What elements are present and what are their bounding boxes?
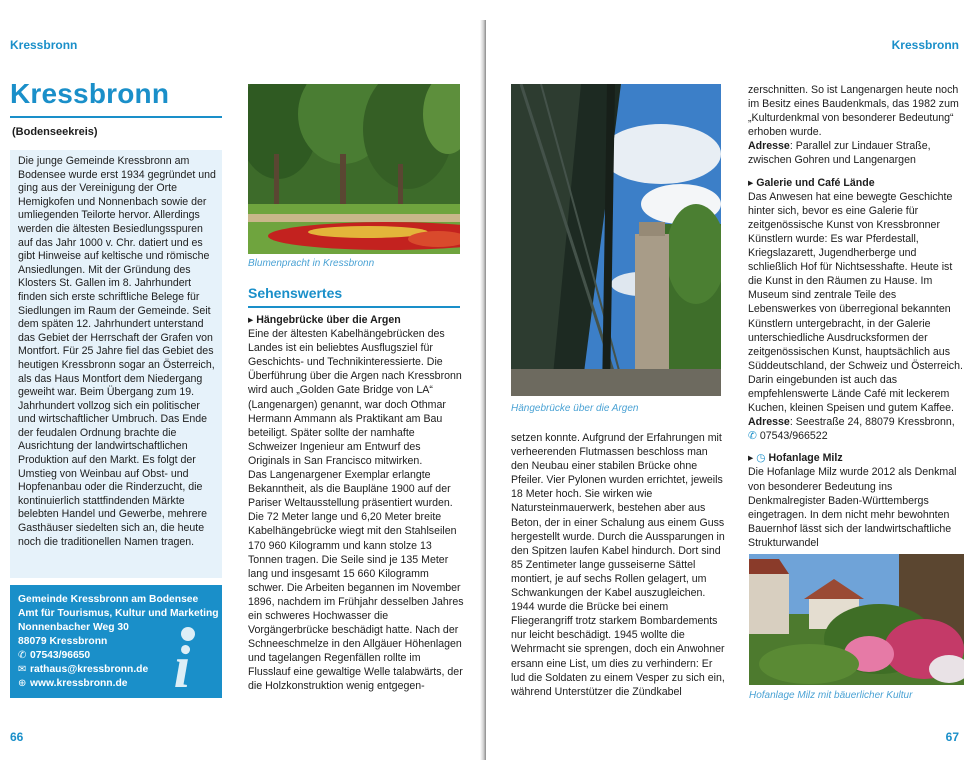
- running-head-right: Kressbronn: [891, 38, 959, 52]
- page-number-right: 67: [945, 730, 959, 744]
- galerie-text: Das Anwesen hat eine bewegte Geschichte hinter sich, bevor es eine Galerie für zeitgenössische Kunst von Kressbronner Künstlern wurde: Es war Pferdestall, Kriegslazarett, Jugendherberge und schließlich Hof für Nichtsesshafte. Heute ist die Kunst in den Räumen zu Hause. Im Museum sind zentrale Teile des Lebenswerkes von überregional bekannten Künstlern untergebracht, in der Galerie unterschiedliche Ausdrucksformen der zeitgenössischen Kunst, hauptsächlich aus Süddeutschland, der Schweiz und Österreich. Darin eingebunden ist auch das empfehlenswerte Lände Café mit leckerem Kuchen, kleinen Speisen und gutem Kaffee.: [748, 190, 963, 415]
- page-number-left: 66: [10, 730, 24, 744]
- arrow-icon: ▸: [748, 176, 757, 189]
- phone-icon: ✆: [18, 650, 27, 661]
- milz-text: Die Hofanlage Milz wurde 2012 als Denkmal von besonderer Bedeutung ins Denkmalregister Baden-Württembergs eingetragen. In dem nicht mehr bewohnten Bauernhof lässt sich der landwirtschaftliche Strukturwandel: [748, 466, 957, 549]
- info-icon: [160, 625, 204, 689]
- hofanlage-photo: [749, 554, 964, 685]
- info-web-text: www.kressbronn.de: [30, 678, 128, 689]
- milz-title: Hofanlage Milz: [768, 452, 843, 465]
- info-line-2: Amt für Tourismus, Kultur und Marketing: [18, 608, 219, 619]
- address-label-1: Adresse: [748, 140, 790, 153]
- galerie-phone-text: 07543/966522: [759, 430, 828, 443]
- bridge-text-continued: setzen konnte. Aufgrund der Erfahrungen mit verheerenden Flutmassen beschloss man den Neubau einer stabilen Brücke ohne Pfeiler. Vier Pylonen wurden errichtet, jeweils 18 Meter hoch. Sie wirken wie Natursteinmauerwerk, bestehen aber aus Beton, der in einer Schalung aus einem Guss hergestellt wurde. Durch die Aussparungen in den Spitzen laufen Kabel hindurch. Dort sind 85 Zentimeter lange gusseiserne Sättel montiert, je auf sechs Rollen gelagert, um Schwankungen der Kabel auszugleichen. 1944 wurde die Brücke bei einem Fliegerangriff trotz starkem Bombardements nur leicht beschädigt. 1945 wollte die Wehrmacht sie sprengen, doch ein Anwohner ersann eine List, um dies zu verhindern: Er lud die Soldaten zu einem Vesper zu sich ein, während Unterstützer die Zündkabel: [511, 432, 725, 698]
- arrow-icon: ▸: [748, 452, 757, 465]
- title-rule: [10, 116, 222, 118]
- left-text-column: [248, 313, 464, 694]
- info-box: [10, 585, 222, 698]
- address-2: : Seestraße 24, 88079 Kressbronn,: [789, 416, 955, 429]
- sight1-text-2: Das Langenargener Exemplar erlangte Bekanntheit, als die Baupläne 1900 auf der Pariser Weltausstellung präsentiert wurden. Die 72 Meter lange und 6,20 Meter breite Kabelhängebrücke wiegt mit den Stahlseilen 170 960 Kilogramm und kann stolze 13 Tonnen tragen. Die Seile sind je 135 Meter lang und insgesamt 15 660 Kilogramm schwer. Die Arbeiten begannen im November 1896, nachdem im Frühjahr desselben Jahres ein schweres Hochwasser die Vorgängerbrücke beschädigt hatte. Nach der Schneeschmelze in den Allgäuer Höhenlagen und tagelangen Regenfällen rollte im Flusslauf eine gewaltige Welle talabwärts, der die Holzkonstruktion wenig entgegen-: [248, 469, 464, 693]
- web-icon: ⊕: [18, 678, 27, 689]
- region-label: (Bodenseekreis): [12, 126, 98, 138]
- address-1: : Parallel zur Lindauer Straße, zwischen Gohren und Langenargen: [748, 140, 931, 167]
- arrow-icon: ▸: [248, 314, 257, 326]
- milz-heading: [748, 451, 966, 465]
- intro-text: Die junge Gemeinde Kressbronn am Bodensee wurde erst 1934 gegründet und ging aus der Vereinigung der Orte Hemigkofen und Nonnenbach sowie der umliegenden Teilorte hervor. Allerdings werden die ältesten Besiedlungsspuren auf das Jahr 1000 v. Chr. datiert und es gibt Hinweise auf keltische und römische Ansiedlungen. Mit der Gründung des Klosters St. Gallen im 8. Jahrhundert finden sich erste schriftliche Belege für Siedlungen im Raum der Gemeinde. Seit dem späten 12. Jahrhundert unterstand das Gebiet der Herrschaft der Grafen von Montfort. Für 25 Jahre fiel das Gebiet des heutigen Kressbronn sogar an Österreich, als das Haus Montfort dem Niedergang geweiht war. Beim Übergang zum 19. Jahrhundert vollzog sich ein politischer und wirtschaftlicher Umbruch. Das Ende der feudalen Ordnung brachte die Ausrichtung der landwirtschaftlichen Produktion auf den Markt. Es folgt der Umstieg von Weinbau auf Obst- und Hopfenanbau oder die Rinderzucht, die kontinuierlich stattfindenden Märkte belebten Handel und Gewerbe, mehrere Gasthäuser siedelten sich an, die heute noch die traditionellen Namen tragen.: [18, 155, 216, 548]
- info-line-3: Nonnenbacher Weg 30: [18, 622, 129, 633]
- galerie-address: [748, 415, 966, 429]
- info-line-4: 88079 Kressbronn: [18, 636, 108, 647]
- right-text-column-2: [748, 83, 966, 550]
- bridge-photo: [511, 84, 721, 396]
- galerie-title: Galerie und Café Lände: [756, 176, 875, 189]
- sight1-text: Eine der ältesten Kabelhängebrücken des Landes ist ein beliebtes Ausflugsziel für Geschichts- und Technikinteressierte. Die Überführung über die Argen nach Kressbronn wird auch „Golden Gate Bridge von LA“ (Langenargen) genannt, war doch Othmar Hermann Ammann als Praktikant am Bau beteiligt. Später sollte der namhafte Schweizer Ingenieur am Entwurf des Originals in San Francisco mitwirken.: [248, 328, 462, 467]
- intro-box: [10, 150, 222, 578]
- sight1-title: Hängebrücke über die Argen: [256, 314, 401, 326]
- info-email-text: rathaus@kressbronn.de: [30, 664, 149, 675]
- clock-icon: ◷: [756, 452, 769, 465]
- section-title: Sehenswertes: [248, 285, 343, 301]
- right-text-column-1: [511, 431, 725, 699]
- sight1-heading: [248, 313, 464, 327]
- bridge-photo-caption: Hängebrücke über die Argen: [511, 403, 639, 414]
- galerie-heading: [748, 176, 966, 190]
- page-title: Kressbronn: [10, 78, 170, 109]
- hofanlage-photo-caption: Hofanlage Milz mit bäuerlicher Kultur: [749, 690, 913, 701]
- running-head-left: Kressbronn: [10, 38, 78, 52]
- bridge-text-end: zerschnitten. So ist Langenargen heute noch im Besitz eines Baudenkmals, das 1982 zum „Kulturdenkmal von besonderer Bedeutung“ erhoben wurde.: [748, 84, 959, 139]
- section-rule: [248, 306, 460, 308]
- phone-icon: ✆: [748, 430, 760, 443]
- galerie-phone[interactable]: [748, 429, 966, 443]
- right-page: [486, 0, 977, 781]
- park-photo: [248, 84, 460, 254]
- park-photo-caption: Blumenpracht in Kressbronn: [248, 258, 375, 269]
- info-phone-text: 07543/96650: [30, 650, 91, 661]
- left-page: [0, 0, 486, 781]
- info-line-1: Gemeinde Kressbronn am Bodensee: [18, 594, 199, 605]
- email-icon: ✉: [18, 664, 27, 675]
- info-letter: i: [173, 634, 191, 689]
- bridge-address: [748, 139, 966, 167]
- address-label-2: Adresse: [748, 416, 790, 429]
